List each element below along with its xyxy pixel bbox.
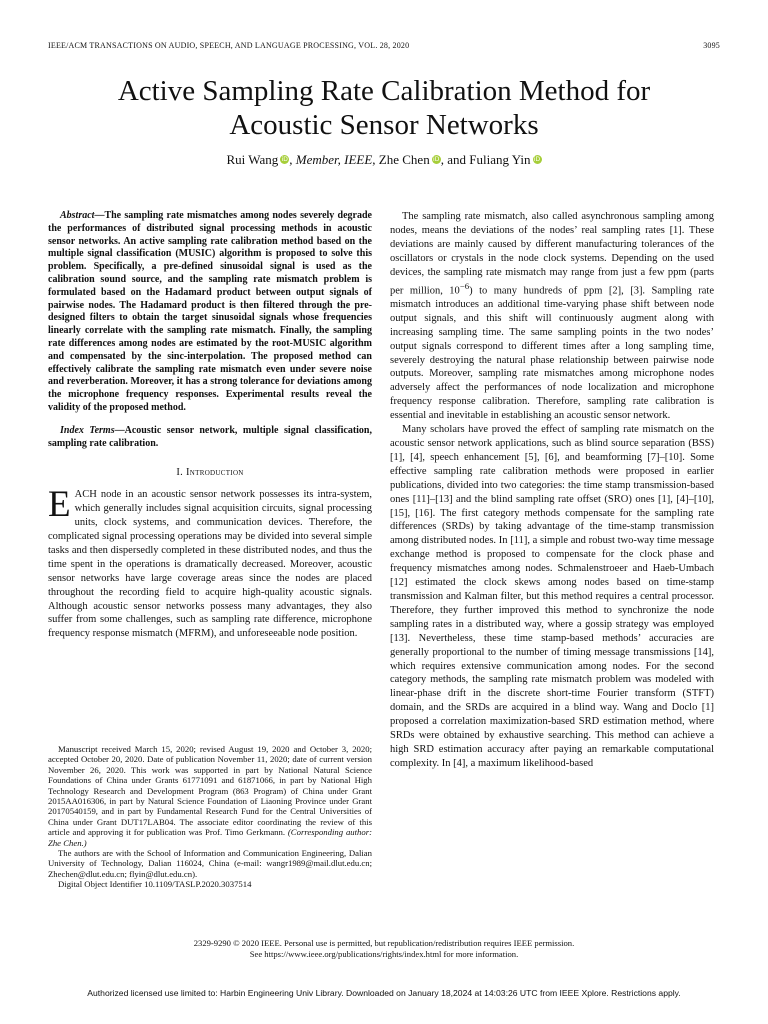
abstract-label: Abstract: [60, 210, 95, 221]
superscript: −6: [459, 280, 470, 291]
index-terms-text: —Acoustic sensor network, multiple signal classification, sampling rate calibration.: [48, 424, 372, 449]
orcid-icon[interactable]: iD: [533, 156, 541, 163]
manuscript-note: [48, 744, 372, 848]
author-separator: ,: [372, 152, 379, 167]
doi-note: Digital Object Identifier 10.1109/TASLP.2020.3037514: [58, 879, 252, 890]
author-name: Rui Wang: [226, 152, 279, 167]
title-line-1: Active Sampling Rate Calibration Method for: [117, 75, 651, 107]
copyright-footer: [0, 938, 768, 960]
copyright-line: 2329-9290 © 2020 IEEE. Personal use is permitted, but republication/redistribution requires IEEE permission.: [193, 938, 575, 948]
first-page-footnote: [48, 744, 372, 890]
body-paragraph: [390, 210, 714, 423]
index-terms: [48, 425, 372, 451]
paragraph-text: ) to many hundreds of ppm [2], [3]. Sampling rate mismatch introduces an additional time-varying phase shift between node output signals, and this shift will continuously augment along with increasing sampling time. The same sampling points in the two nodes’ output signals correspond to different times after a long sampling time, severely destroying the natural phase relationship between pairwise node outputs. Moreover, sampling rate mismatches among microphone nodes adversely affect the performances of node localization and microphone frequency response calibration. Therefore, sampling rate calibration is essential and inevitable in establishing an acoustic sensor network.: [390, 285, 714, 422]
affiliation-note: The authors are with the School of Information and Communication Engineering, Dalian University of Technology, Dalian 116024, China (e-mail: wangr1989@mail.dlut.edu.cn; Zhechen@dlut.edu.cn; flyin@dlut.edu.cn).: [48, 848, 372, 879]
orcid-icon[interactable]: iD: [433, 156, 440, 163]
author-separator: , and: [440, 152, 470, 167]
paragraph-text: The sampling rate mismatch, also called asynchronous sampling among nodes, means the deviations of the nodes’ real sampling rates [1]. These deviations are mainly caused by different manufacturing tolerances of the oscillators or crystals in the node clock systems. Depending on the used devices, the sampling rate mismatch may range from just a few ppm (parts per million, 10: [390, 211, 714, 297]
page-number: 3095: [703, 41, 720, 50]
left-column: [48, 210, 372, 641]
section-title: Introduction: [186, 467, 244, 479]
author-role: Member, IEEE: [295, 152, 373, 167]
body-paragraph: Many scholars have proved the effect of sampling rate mismatch on the acoustic sensor network applications, such as blind source separation (BSS) [1], [4], speech enhancement [5], [6], and beamforming [7]–[10]. Some effective sampling rate calibration methods were proposed in earlier publications, divided into two categories: the time stamp transmission-based ones [11]–[13] and the blind sampling rate offset (SRO) ones [1], [4]–[10], [15], [16]. The first category methods compensate for the sampling rate differences (SRDs) by taking advantage of the time-stamp transmission among distributed nodes. In [11], a simple and robust two-way time message exchange method is proposed to compensate for the clock phase and frequency mismatches among nodes. Schmalenstroeer and Haeb-Umbach [12] estimated the clock skews among nodes based on time-stamp transmission and Kalman filter, but this method requires a central processor. Therefore, they further improved this method to synchronize the node sampling rates in a distributed way, where a gossip strategy was employed [13]. Nevertheless, these time stamp-based methods’ accuracies are generally proportional to the number of timing message transmissions [14], which requires extensive communication among nodes. For the second category methods, the sampling rate mismatch problem was modeled with linear-phase drift in the discrete short-time Fourier transform (STFT) domain, and the SRDs are acquired in a blind way. Wang and Doclo [1] proposed a correlation maximization-based SRD estimation method, where SRDs were obtained by exhaustive searching. This method can achieve a high SRD estimation accuracy after paying an remarkable computational complexity. In [4], a maximum likelihood-based: [390, 424, 714, 769]
author-separator: ,: [289, 152, 296, 167]
running-header: [48, 41, 720, 50]
intro-paragraph: [48, 484, 372, 641]
intro-text: ACH node in an acoustic sensor network possesses its intra-system, which generally includes signal acquisition circuits, signal processing units, clock systems, and communication devices. Therefore, the complicated signal processing operations may be divided into several simple tasks and then dispersedly completed in these distributed nodes, and thus the time spent in the operations is dramatically decreased. Moreover, acoustic sensor networks have large coverage areas since the nodes are placed throughout the recording field to acquire high-quality acoustic signals. Although acoustic sensor networks possess many advantages, they also suffer from some challenges, such as sampling rate difference, microphone frequency response mismatch (MFRM), and unforeseeable node position.: [48, 489, 372, 640]
section-number: I.: [176, 467, 186, 479]
section-heading: [48, 466, 372, 480]
drop-cap: E: [48, 484, 71, 526]
author-name: Zhe Chen: [378, 152, 430, 167]
orcid-icon[interactable]: iD: [281, 156, 288, 163]
author-name: Fuliang Yin: [469, 152, 531, 167]
title-line-2: Acoustic Sensor Networks: [229, 109, 539, 141]
right-column: [390, 210, 714, 771]
corresponding-author: (Corresponding author: Zhe Chen.): [48, 827, 373, 848]
index-terms-label: Index Terms: [60, 424, 115, 436]
abstract: [48, 210, 372, 415]
journal-name: IEEE/ACM TRANSACTIONS ON AUDIO, SPEECH, AND LANGUAGE PROCESSING, VOL. 28, 2020: [48, 41, 410, 50]
manuscript-note-text: Manuscript received March 15, 2020; revised August 19, 2020 and October 3, 2020; accepted October 20, 2020. Date of publication November 11, 2020; date of current version November 26, 2020. This work was supported in part by National Natural Science Foundations of China under Grants 61771091 and 61871066, in part by National High Technology Research and Development Program (863 Program) of China under Grant 2015AA016306, in part by Natural Science Foundation of Liaoning Province under Grant 20170540159, and in part by Fundamental Research Fund for the Central Universities of China under Grant DUT17LAB04. The associate editor coordinating the review of this article and approving it for publication was Prof. Timo Gerkmann.: [48, 744, 372, 838]
author-list: [0, 152, 768, 168]
abstract-text: —The sampling rate mismatches among nodes severely degrade the performances of distributed signal processing methods in acoustic sensor networks. An active sampling rate calibration method based on the multiple signal classification (MUSIC) algorithm is proposed to solve this problem. Specifically, a pre-defined sinusoidal signal is used as the calibration sound source, and the sampling rate mismatch problem is formulated based on the Hadamard product between output signals of pairwise nodes. The Hadamard product is then filtered through the pre-designed filters to obtain the target sinusoidal signals whose frequencies linearly correlate with the sampling rate mismatch. Finally, the sampling rate differences among nodes are estimated by the root-MUSIC algorithm and compensated by the sinc-interpolation. The proposed method can effectively calibrate the sampling rate mismatch even under severe noise and reverberation. Moreover, it has a strong tolerance for deviations among the microphone frequency responses. Experimental results reveal the validity of the proposed method.: [48, 210, 372, 413]
rights-link[interactable]: See https://www.ieee.org/publications/rights/index.html for more information.: [249, 949, 519, 959]
paper-title: [0, 74, 768, 142]
license-notice: Authorized licensed use limited to: Harbin Engineering Univ Library. Downloaded on January 18,2024 at 14:03:26 UTC from IEEE Xplore. Restrictions apply.: [87, 988, 681, 998]
